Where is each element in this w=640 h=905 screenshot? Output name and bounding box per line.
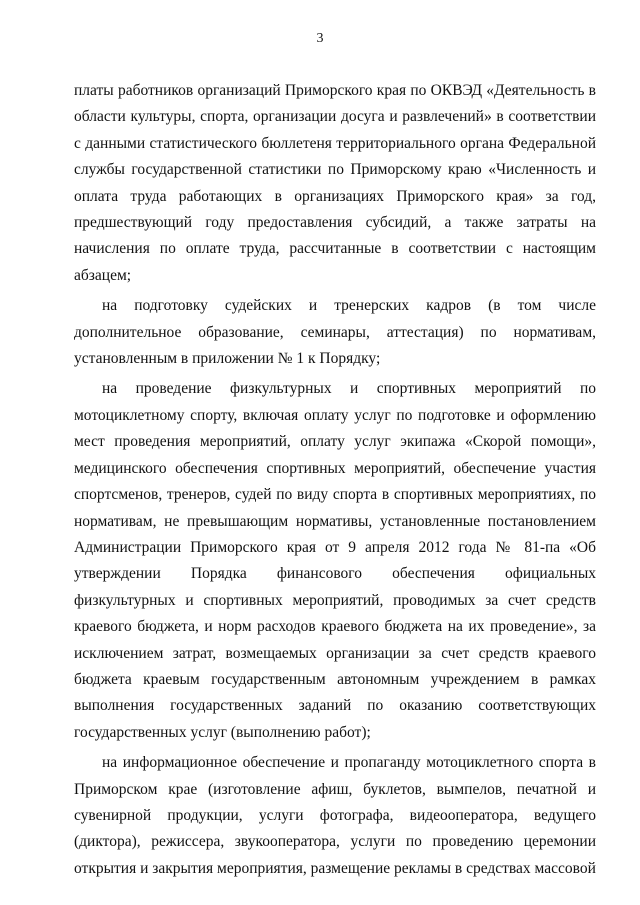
paragraph-4: на информационное обеспечение и пропаганду мотоциклетного спорта в Приморском крае (изготовление афиш, буклетов, вымпелов, печатной и сувенирной продукции, услуги фотографа, видеооператора, ведущего (диктора), режиссера, звукооператора, услуги по проведению церемонии открытия и закрытия мероприятия, размещение рекламы в средствах массовой	[74, 754, 596, 877]
page-number: 3	[316, 31, 324, 46]
paragraph-1: платы работников организаций Приморского края по ОКВЭД «Деятельность в области культуры, спорта, организации досуга и развлечений» в соответствии с данными статистического бюллетеня территориального органа Федеральной службы государственной статистики по Приморскому краю «Численность и оплата труда работающих в организациях Приморского края» за год, предшествующий году предоставления субсидий, а также затраты на начисления по оплате труда, рассчитанные в соответствии с настоящим абзацем;	[74, 82, 596, 284]
paragraph-2: на подготовку судейских и тренерских кадров (в том числе дополнительное образование, семинары, аттестация) по нормативам, установленным в приложении № 1 к Порядку;	[74, 297, 596, 368]
document-body	[74, 78, 596, 882]
paragraph-3: на проведение физкультурных и спортивных мероприятий по мотоциклетному спорту, включая оплату услуг по подготовке и оформлению мест проведения мероприятий, оплату услуг экипажа «Скорой помощи», медицинского обеспечения спортивных мероприятий, обеспечение участия спортсменов, тренеров, судей по виду спорта в спортивных мероприятиях, по нормативам, не превышающим нормативы, установленные постановлением Администрации Приморского края от 9 апреля 2012 года № 81-па «Об утверждении Порядка финансового обеспечения официальных физкультурных и спортивных мероприятий, проводимых за счет средств краевого бюджета, и норм расходов краевого бюджета на их проведение», за исключением затрат, возмещаемых организации за счет средств краевого бюджета краевым государственным автономным учреждением в рамках выполнения государственных заданий по оказанию соответствующих государственных услуг (выполнению работ);	[74, 380, 596, 741]
